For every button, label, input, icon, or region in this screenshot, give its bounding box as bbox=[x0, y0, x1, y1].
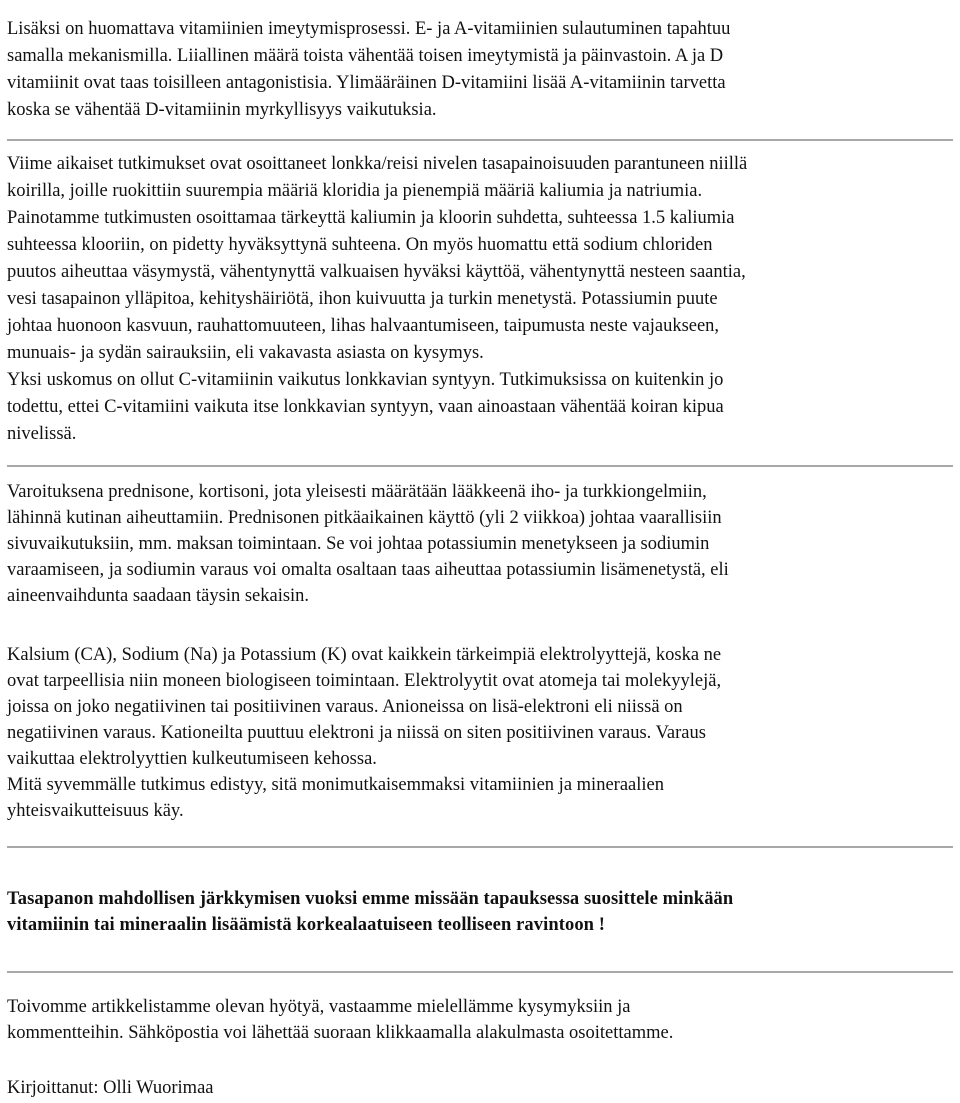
text-line: Lisäksi on huomattava vitamiinien imeytymisprosessi. E- ja A-vitamiinien sulautuminen tapahtuu bbox=[7, 19, 731, 39]
text-line: nivelissä. bbox=[7, 424, 77, 444]
text-line: yhteisvaikutteisuus käy. bbox=[7, 801, 184, 821]
text-line: Tasapanon mahdollisen järkkymisen vuoksi emme missään tapauksessa suosittele minkään bbox=[7, 889, 734, 909]
text-line: munuais- ja sydän sairauksiin, eli vakavasta asiasta on kysymys. bbox=[7, 343, 484, 363]
text-line: suhteessa klooriin, on pidetty hyväksyttynä suhteena. On myös huomattu että sodium chloriden bbox=[7, 235, 713, 255]
text-line: ovat tarpeellisia niin moneen biologiseen toimintaan. Elektrolyytit ovat atomeja tai molekyylejä, bbox=[7, 671, 722, 691]
paragraph-vitamin-absorption bbox=[7, 16, 952, 124]
text-line: aineenvaihdunta saadaan täysin sekaisin. bbox=[7, 586, 310, 606]
text-line: lähinnä kutinan aiheuttamiin. Prednisonen pitkäaikainen käyttö (yli 2 viikkoa) johtaa vaarallisiin bbox=[7, 508, 722, 528]
text-line: Mitä syvemmälle tutkimus edistyy, sitä monimutkaisemmaksi vitamiinien ja mineraalien bbox=[7, 775, 664, 795]
text-line: vesi tasapainon ylläpitoa, kehityshäiriötä, ihon kuivuutta ja turkin menetystä. Potassiumin puute bbox=[7, 289, 718, 309]
horizontal-divider bbox=[7, 846, 953, 848]
paragraph-recommendation-bold bbox=[7, 886, 952, 938]
text-line: kommentteihin. Sähköpostia voi lähettää suoraan klikkaamalla alakulmasta osoitettamme. bbox=[7, 1023, 674, 1043]
text-line: Yksi uskomus on ollut C-vitamiinin vaikutus lonkkavian syntyyn. Tutkimuksissa on kuitenkin jo bbox=[7, 370, 724, 390]
paragraph-research-electrolytes bbox=[7, 151, 952, 448]
text-line: Varoituksena prednisone, kortisoni, jota yleisesti määrätään lääkkeenä iho- ja turkkiongelmiin, bbox=[7, 482, 707, 502]
paragraph-electrolytes bbox=[7, 642, 952, 824]
text-line: sivuvaikutuksiin, mm. maksan toimintaan. Se voi johtaa potassiumin menetykseen ja sodiumin bbox=[7, 534, 710, 554]
paragraph-prednisone-warning bbox=[7, 479, 952, 609]
text-line: vitamiinin tai mineraalin lisäämistä korkealaatuiseen teolliseen ravintoon ! bbox=[7, 915, 606, 935]
text-line: samalla mekanismilla. Liiallinen määrä toista vähentää toisen imeytymistä ja päinvastoin. A ja D bbox=[7, 46, 724, 66]
text-line: vaikuttaa elektrolyyttien kulkeutumiseen kehossa. bbox=[7, 749, 377, 769]
text-line: Painotamme tutkimusten osoittamaa tärkeyttä kaliumin ja kloorin suhdetta, suhteessa 1.5 kaliumia bbox=[7, 208, 735, 228]
text-line: varaamiseen, ja sodiumin varaus voi omalta osaltaan taas aiheuttaa potassiumin lisämenetystä, eli bbox=[7, 560, 729, 580]
text-line: Toivomme artikkelistamme olevan hyötyä, vastaamme mielellämme kysymyksiin ja bbox=[7, 997, 631, 1017]
text-line: puutos aiheuttaa väsymystä, vähentynyttä valkuaisen hyväksi käyttöä, vähentynyttä nesteen saantia, bbox=[7, 262, 746, 282]
text-line: joissa on joko negatiivinen tai positiivinen varaus. Anioneissa on lisä-elektroni eli niissä on bbox=[7, 697, 683, 717]
horizontal-divider bbox=[7, 139, 953, 141]
text-line: vitamiinit ovat taas toisilleen antagonistisia. Ylimääräinen D-vitamiini lisää A-vitamiinin tarvetta bbox=[7, 73, 726, 93]
horizontal-divider bbox=[7, 465, 953, 467]
author-line bbox=[7, 1075, 952, 1101]
text-line: negatiivinen varaus. Kationeilta puuttuu elektroni ja niissä on siten positiivinen varaus. Varaus bbox=[7, 723, 706, 743]
text-line: johtaa huonoon kasvuun, rauhattomuuteen, lihas halvaantumiseen, taipumusta neste vajaukseen, bbox=[7, 316, 720, 336]
author-text: Kirjoittanut: Olli Wuorimaa bbox=[7, 1078, 214, 1098]
text-line: Kalsium (CA), Sodium (Na) ja Potassium (K) ovat kaikkein tärkeimpiä elektrolyyttejä, koska ne bbox=[7, 645, 722, 665]
text-line: Viime aikaiset tutkimukset ovat osoittaneet lonkka/reisi nivelen tasapainoisuuden parantuneen niillä bbox=[7, 154, 748, 174]
paragraph-closing bbox=[7, 994, 952, 1046]
horizontal-divider bbox=[7, 971, 953, 973]
text-line: koirilla, joille ruokittiin suurempia määriä kloridia ja pienempiä määriä kaliumia ja natriumia. bbox=[7, 181, 703, 201]
text-line: todettu, ettei C-vitamiini vaikuta itse lonkkavian syntyyn, vaan ainoastaan vähentää koiran kipua bbox=[7, 397, 724, 417]
text-line: koska se vähentää D-vitamiinin myrkyllisyys vaikutuksia. bbox=[7, 100, 437, 120]
